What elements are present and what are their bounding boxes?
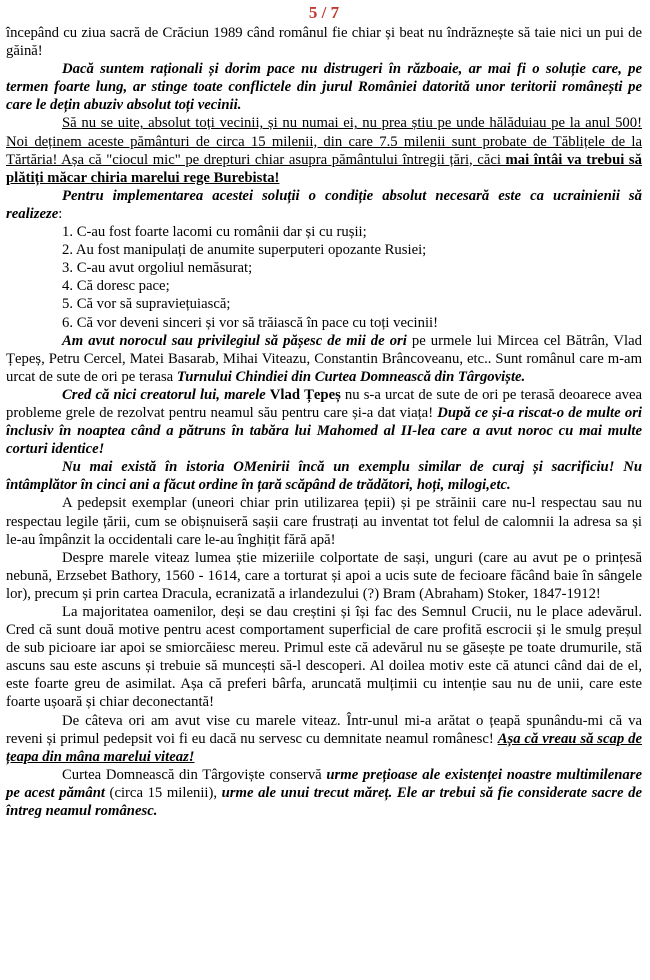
paragraph-12-text: (circa 15 milenii), (104, 784, 222, 801)
paragraph-3 (6, 114, 642, 186)
paragraph-11-text: De câteva ori am avut vise cu marele viteaz. Într-unul mi-a arătat o țeapă spunându-mi că va reveni și primul pedepsit voi fi eu dacă nu servesc cu demnitate neamul românesc! (6, 712, 642, 747)
paragraph-12-emph-1: urme prețioase ale existenței noastre multimilenare pe acest pământ (6, 766, 642, 801)
paragraph-12 (6, 766, 642, 820)
paragraph-6-lead: Cred că nici creatorul lui, marele (62, 386, 270, 403)
paragraph-6-name: Vlad Țepeș (269, 386, 341, 403)
paragraph-7: Nu mai există în istoria OMenirii încă un exemplu similar de curaj și sacrificiu! Nu întâmplător în cinci ani a făcut ordine în țară scăpând de trădători, hoți, milogi,etc. (6, 459, 642, 494)
paragraph-5 (6, 332, 642, 386)
paragraph-5-tail: Turnului Chindiei din Curtea Domnească din Târgoviște. (176, 368, 526, 385)
page-number: 5 / 7 (308, 3, 340, 22)
paragraph-8: A pedepsit exemplar (uneori chiar prin utilizarea țepii) și pe străinii care nu-l respectau sau nu respectau legile țării, cum se obișnuiseră sașii care frustrați au inventat tot felul de calomnii la adresa sa și le-au împânzit la occidentali care le-au înghițit fără apă! (6, 495, 642, 548)
list-item: 5. Că vor să supraviețuiască; (62, 296, 231, 313)
paragraph-6-text: nu s-a urcat de sute de ori pe terasă deoarece avea probleme grele de rezolvat pentru neamul său pentru care și-a dat viața! (6, 386, 642, 421)
paragraph-9: Despre marele viteaz lumea știe mizeriile colportate de sași, unguri (care au avut pe o prințesă nebună, Erzsebet Bathory, 1560 - 1614, care a torturat și apoi a ucis sute de fecioare făcând baie în sângele lor), precum și prin cartea Dracula, ecranizată a irlandezului (?) Bram (Abraham) Stoker, 1847-1912! (6, 549, 642, 602)
list-item: 3. C-au avut orgoliul nemăsurat; (62, 260, 253, 277)
paragraph-2: Dacă suntem raționali și dorim pace nu distrugeri în războaie, ar mai fi o soluție care, pe termen foarte lung, ar stinge toate conflictele din jurul României datorită unor teritorii românești pe care le dețin abuziv absolut toți vecinii. (6, 61, 642, 114)
paragraph-6-tail: După ce și-a riscat-o de multe ori înclusiv în noaptea când a pătruns în tabăra lui Mahomed al II-lea care a avut noroc cu mai multe corturi identice! (6, 404, 642, 458)
paragraph-3-text: Să nu se uite, absolut toți vecinii, și nu numai ei, nu prea știu pe unde hălăduiau pe la anul 500! Noi deținem aceste pământuri de circa 15 milenii, din care 7.5 milenii sunt probate de Tăblițele de la Tărtăria! Așa că "ciocul mic" pe drepturi chiar asupra pământului întregii țări, căci (6, 115, 642, 168)
paragraph-12-emph-2: urme ale unui trecut măreț. Ele ar trebui să fie considerate sacre de întreg neamul românesc. (6, 784, 642, 820)
paragraph-5-text: pe urmele lui Mircea cel Bătrân, Vlad Țepeș, Petru Cercel, Matei Basarab, Mihai Viteazu, Constantin Brâncoveanu, etc.. Sunt românul care m-am urcat de sute de ori pe terasa (6, 332, 642, 385)
paragraph-3-bold: mai întâi va trebui să plătiți măcar chiria marelui rege Burebista! (6, 151, 642, 186)
paragraph-4-lead: Pentru implementarea acestei soluții o condiție absolut necesară este ca ucrainienii să realizeze (6, 187, 642, 222)
paragraph-4-colon: : (58, 205, 63, 222)
list-item: 1. C-au fost foarte lacomi cu românii dar și cu rușii; (62, 224, 367, 241)
paragraph-11 (6, 712, 642, 766)
list-item: 6. Că vor deveni sinceri și vor să trăiască în pace cu toți vecinii! (62, 314, 439, 331)
paragraph-12-lead: Curtea Domnească din Târgoviște conservă (62, 766, 327, 783)
paragraph-6 (6, 386, 642, 458)
paragraph-4 (6, 187, 642, 223)
list-item: 2. Au fost manipulați de anumite superputeri opozante Rusiei; (62, 242, 427, 259)
list-item: 4. Că doresc pace; (62, 278, 170, 295)
paragraph-11-tail: Așa că vreau să scap de țeapa din mâna marelui viteaz! (6, 730, 642, 765)
paragraph-5-lead: Am avut norocul sau privilegiul să pășesc de mii de ori (62, 332, 407, 349)
paragraph-1: începând cu ziua sacră de Crăciun 1989 când românul fie chiar și beat nu îndrăznește să taie nici un pui de găină! (6, 25, 642, 60)
paragraph-10: La majoritatea oamenilor, deși se dau creștini și își fac des Semnul Crucii, nu le place adevărul. Cred că sunt două motive pentru acest comportament superficial de care profită escrocii și le smulg preșul de sub picioare iar apoi se smiorcăiesc mereu. Primul este că adevărul nu se găsește pe toate drumurile, stă ascuns sau este ascuns și trebuie să muncești să-l descoperi. Al doilea motiv este că atunci când dai de el, este foarte greu de asimilat. Așa că preferi bârfa, aruncată mulțimii cu intenție sau nu de unii, care este foarte ușoară și chiar deconectantă! (6, 604, 642, 711)
